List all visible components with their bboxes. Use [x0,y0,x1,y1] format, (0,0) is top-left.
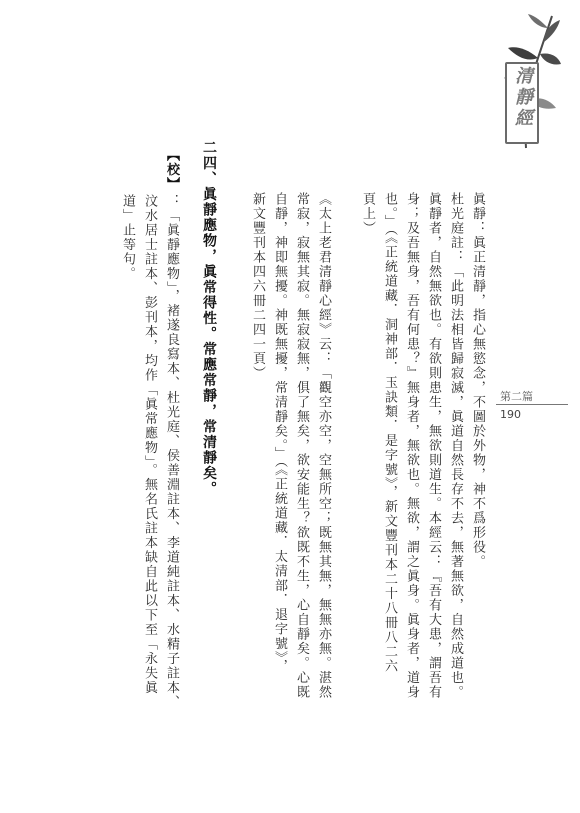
text-column: 自靜，神即無擾。神既無擾，常清靜矣。」（《正統道藏．太清部．退字號》， [272,192,287,674]
annotation-column: 道」止等句。 [120,194,135,281]
text-column: 身；及吾無身，吾有何患？』無身者，無欲也。無欲，謂之眞身。眞身者，道身 [404,192,419,700]
text-column: 杜光庭註：「此明法相皆歸寂滅，眞道自然長存不去，無著無欲，自然成道也。 [448,192,463,700]
text-column: 新文豐刊本四六冊二四一頁） [250,192,265,381]
text-column: 眞靜者，自然無欲也。有欲則患生，無欲則道生。本經云：『吾有大患，謂吾有 [426,192,441,700]
text-column: 也。」（《正統道藏．洞神部．玉訣類．是字號》，新文豐刊本二十八冊八二六 [382,192,397,674]
text-column: 頁上） [360,192,375,236]
annotation-column: 汶水居士註本、彭刊本，均作「眞常應物」。無名氏註本缺自此以下至「永失眞 [142,194,157,695]
text-column: 眞靜：眞正清靜，指心無慾念，不圖於外物，神不爲形役。 [470,192,485,569]
divider-rule [496,404,568,405]
annotation-column: ：「眞靜應物」，褚遂良寫本、杜光庭、侯善淵註本、李道純註本、水精子註本、 [164,194,179,710]
book-title-box [505,62,539,144]
text-column: 常寂，寂無其寂。無寂寂無，俱了無矣，欲安能生？欲既不生，心自靜矣。心既 [294,192,309,700]
annotation-label: 【校】 [164,148,179,192]
page-number: 190 [500,408,521,421]
book-title: 清靜經 [512,66,533,129]
section-heading: 二四、眞靜應物，眞常得性。常應常靜，常清靜矣。 [201,140,217,497]
text-column: 《太上老君清靜心經》云：「觀空亦空，空無所空；既無其無，無無亦無。湛然 [316,192,331,700]
section-label: 第二篇 [500,390,533,403]
